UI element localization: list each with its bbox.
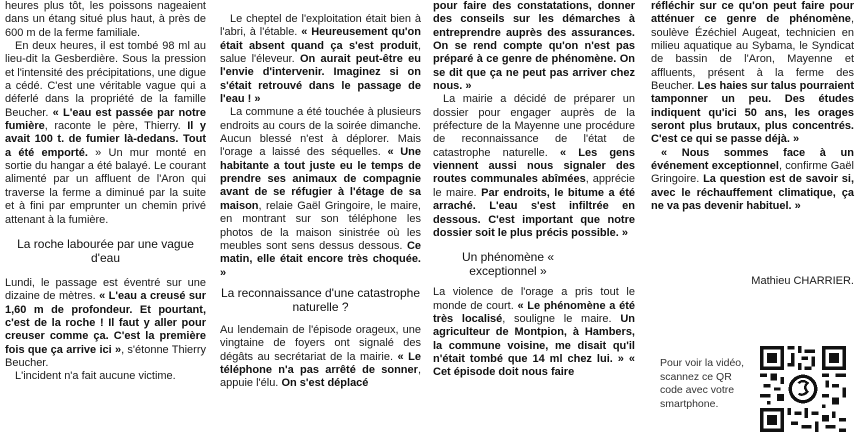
- paragraph: pour faire des constatations, donner des conseils sur les démarches à entreprendre auprès des assurances. On se rend compte qu'on n'est pas préparé à ce genre de phénomène. On se dit que ça ne peut pas arriver chez nous. »: [433, 0, 635, 93]
- paragraph: En deux heures, il est tombé 98 ml au lieu-dit la Gesberdière. Sous la pression et l'intensité des précipitations, une digue a cédé. C'est une véritable vague qui a déferlé dans la propriété de la famille Beucher. « L'eau est passée par notre fumière, raconte le père, Thierry. Il y avait 100 t. de fumier là-dedans. Tout a été emporté. » Un mur monté en sortie du hangar a été balayé. Le courant alimenté par un affluent de l'Aron qui traverse la ferme a diminué par la suite et à fini par emprunter un chemin privé attenant à la fumière.: [5, 40, 207, 226]
- author-signature: Mathieu CHARRIER.: [751, 275, 854, 287]
- subheading: La roche labourée par une vague d'eau: [17, 236, 194, 265]
- article-column-4: [651, 0, 854, 214]
- paragraph: Au lendemain de l'épisode orageux, une vingtaine de foyers ont signalé des dégâts au secrétariat de la mairie. « Le téléphone n'a pas arrêté de sonner, appuie l'élu. On s'est déplacé: [220, 323, 421, 390]
- article-column-2: [220, 0, 421, 391]
- paragraph: « Nous sommes face à un événement exceptionnel, confirme Gaël Gringoire. La question est de savoir si, avec le réchauffement climatique, ça ne va pas devenir habituel. »: [651, 146, 854, 213]
- paragraph: Lundi, le passage est éventré sur une dizaine de mètres. « L'eau a creusé sur 1,60 m de profondeur. Et pourtant, c'est de la roche ! Il faut y aller pour creuser comme ça. C'est la première fois que ça arrive ici », s'étonne Thierry Beucher.: [5, 276, 207, 369]
- paragraph: heures plus tôt, les poissons nageaient dans un étang situé plus haut, à près de 600 m de la ferme familiale.: [5, 0, 206, 39]
- paragraph: L'incident n'a fait aucune victime.: [15, 370, 176, 383]
- qr-code[interactable]: [760, 346, 846, 432]
- subheading: La reconnaissance d'une catastrophe naturelle ?: [220, 285, 421, 314]
- article-column-3: [433, 0, 635, 380]
- qr-caption: Pour voir la vidéo, scannez ce QR code avec votre smartphone.: [660, 357, 745, 410]
- paragraph: La mairie a décidé de préparer un dossier pour engager auprès de la préfecture de la Mayenne une procédure de reconnaissance de l'état de catastrophe naturelle. « Les gens viennent aussi nous signaler des routes communales abîmées, apprécie le maire. Par endroits, le bitume a été arraché. L'eau s'est infiltrée en dessous. C'est important que notre dossier soit le plus précis possible. »: [433, 93, 635, 239]
- article-column-1: [5, 0, 206, 384]
- paragraph: La violence de l'orage a pris tout le monde de court. « Le phénomène a été très localisé, souligne le maire. Un agriculteur de Montpion, à Hambers, la commune voisine, me disait qu'il n'était tombé que 14 ml chez lui. » « Cet épisode doit nous faire: [433, 286, 635, 379]
- paragraph: réfléchir sur ce qu'on peut faire pour atténuer ce genre de phénomène, soulève Ézéchiel Augeat, technicien en milieu aquatique au Sybama, le Syndicat de bassin de l'Aron, Mayenne et affluents, présent à la ferme des Beucher. Les haies sur talus pourraient tamponner un peu. Des études indiquent qu'ici 50 ans, les orages seront plus brutaux, plus concentrés. C'est ce qui se passe déjà. »: [651, 0, 854, 146]
- subheading: Un phénomène « exceptionnel »: [461, 250, 555, 279]
- paragraph: Le cheptel de l'exploitation était bien à l'abri, à l'étable. « Heureusement qu'on était absent quand ça s'est produit, salue l'éleveur. On aurait peut-être eu l'envie d'intervenir. Imaginez si on s'était retrouvé dans le passage de l'eau ! »: [220, 13, 421, 106]
- paragraph: La commune a été touchée à plusieurs endroits au cours de la soirée dimanche. Aucun blessé n'est à déplorer. Mais l'orage a laissé des séquelles. « Une habitante a tout juste eu le temps de prendre ses animaux de compagnie avant de se réfugier à l'étage de sa maison, relaie Gaël Gringoire, le maire, en montrant sur son téléphone les photos de la maison sinistrée où les meubles sont sens dessus dessous. Ce matin, elle était encore très choquée. »: [220, 106, 421, 279]
